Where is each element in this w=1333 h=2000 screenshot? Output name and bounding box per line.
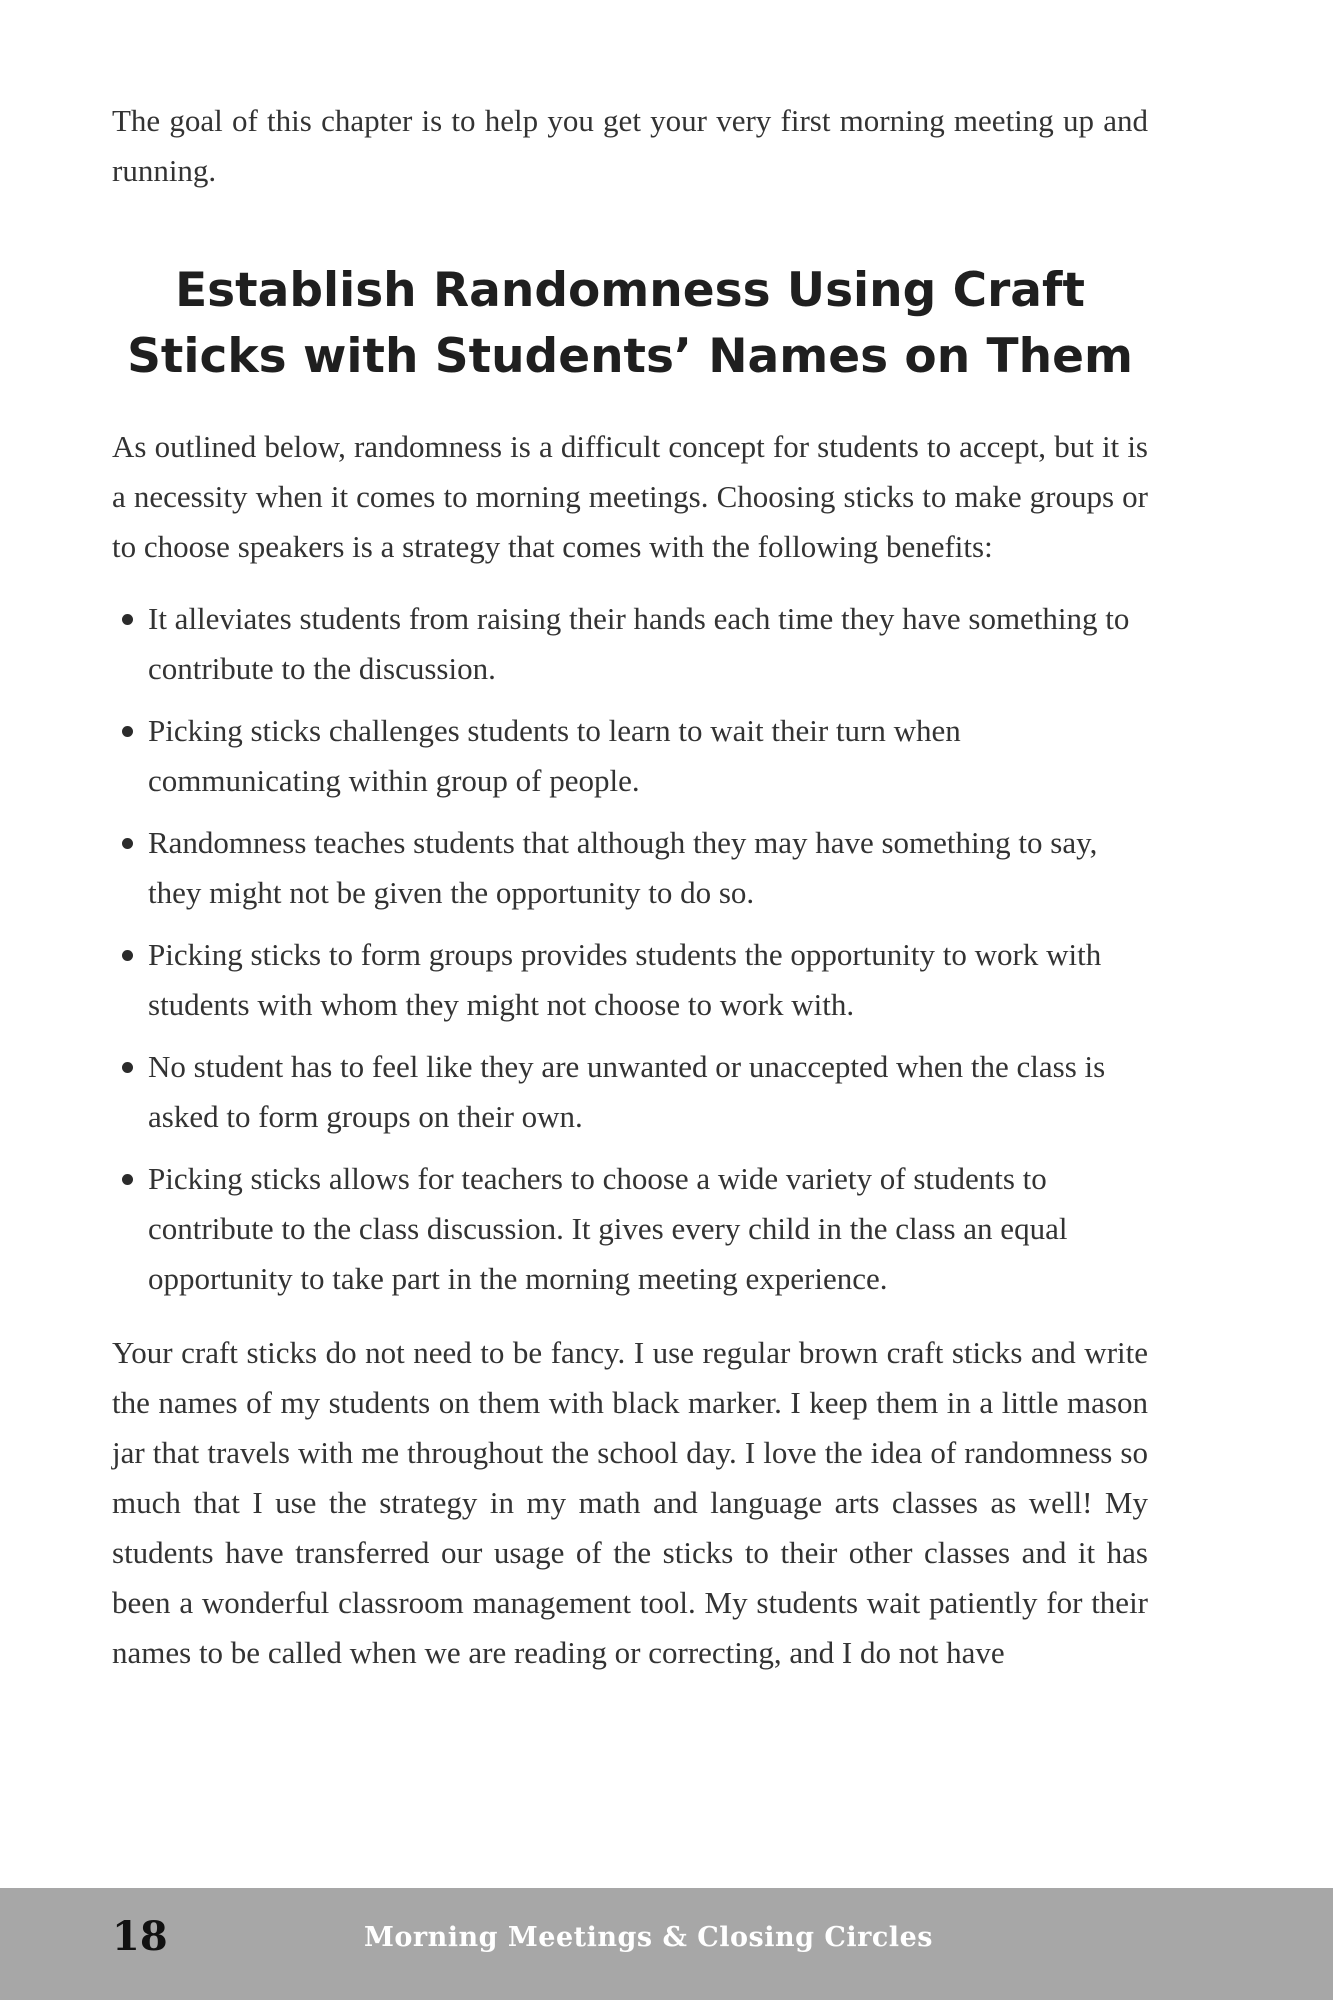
benefits-list bbox=[112, 594, 1148, 1304]
closing-paragraph: Your craft sticks do not need to be fancy. I use regular brown craft sticks and write the names of my students on them with black marker. I keep them in a little mason jar that travels with me throughout the school day. I love the idea of randomness so much that I use the strategy in my math and language arts classes as well! My students have transferred our usage of the sticks to their other classes and it has been a wonderful classroom management tool. My students wait patiently for their names to be called when we are reading or correcting, and I do not have bbox=[112, 1335, 1148, 1670]
list-item-text: It alleviates students from raising their hands each time they have something to contribute to the discussion. bbox=[148, 601, 1130, 686]
list-item-text: No student has to feel like they are unwanted or unaccepted when the class is asked to form groups on their own. bbox=[148, 1049, 1106, 1134]
list-item-text: Picking sticks to form groups provides students the opportunity to work with students with whom they might not choose to work with. bbox=[148, 937, 1102, 1022]
list-item bbox=[112, 594, 1148, 694]
section-heading-line-1: Establish Randomness Using Craft bbox=[175, 263, 1085, 318]
bullet-icon bbox=[122, 950, 133, 961]
bullet-icon bbox=[122, 1062, 133, 1073]
bullet-icon bbox=[122, 838, 133, 849]
bullet-icon bbox=[122, 1174, 133, 1185]
bullet-icon bbox=[122, 614, 133, 625]
list-item-text: Picking sticks allows for teachers to choose a wide variety of students to contribute to the class discussion. It gives every child in the class an equal opportunity to take part in the morning meeting experience. bbox=[148, 1161, 1068, 1296]
list-item bbox=[112, 1154, 1148, 1304]
list-item bbox=[112, 706, 1148, 806]
intro-paragraph: The goal of this chapter is to help you get your very first morning meeting up and running. bbox=[112, 103, 1148, 188]
bullet-icon bbox=[122, 726, 133, 737]
lead-paragraph: As outlined below, randomness is a difficult concept for students to accept, but it is a necessity when it comes to morning meetings. Choosing sticks to make groups or to choose speakers is a strategy that comes with the following benefits: bbox=[112, 429, 1148, 564]
list-item-text: Randomness teaches students that although they may have something to say, they might not be given the opportunity to do so. bbox=[148, 825, 1098, 910]
running-title: Morning Meetings & Closing Circles bbox=[364, 1922, 933, 1953]
list-item bbox=[112, 1042, 1148, 1142]
section-heading-line-2: Sticks with Students’ Names on Them bbox=[127, 329, 1133, 384]
list-item bbox=[112, 930, 1148, 1030]
page-footer bbox=[0, 1888, 1333, 2000]
list-item bbox=[112, 818, 1148, 918]
page-body bbox=[112, 96, 1148, 1678]
page-number: 18 bbox=[112, 1913, 168, 1960]
section-heading bbox=[112, 258, 1148, 390]
list-item-text: Picking sticks challenges students to learn to wait their turn when communicating within group of people. bbox=[148, 713, 961, 798]
